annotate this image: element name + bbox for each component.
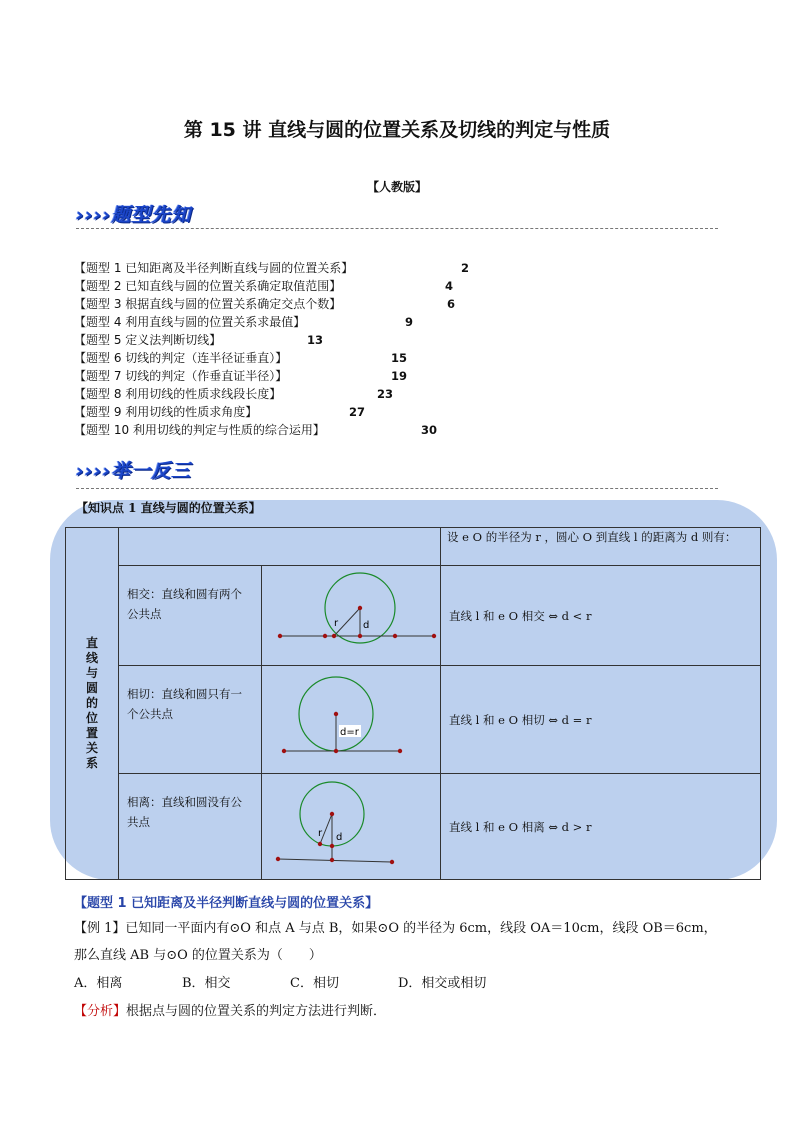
example-text-line1: 【例 1】已知同一平面内有⊙O 和点 A 与点 B，如果⊙O 的半径为 6cm，线段 OA＝10cm，线段 OB＝6cm， [74, 921, 717, 936]
intersect-diagram-cell [262, 566, 441, 666]
tangent-label: d=r [340, 727, 359, 738]
toc-item[interactable]: 【题型 10 利用切线的判定与性质的综合运用】 30 [74, 423, 438, 437]
tangent-diagram-cell [262, 666, 441, 774]
toc-item[interactable]: 【题型 7 切线的判定（作垂直证半径）】 19 [74, 369, 408, 383]
divider [76, 488, 718, 489]
radius-label: r [318, 828, 323, 839]
edition-label: 【人教版】 [366, 180, 427, 194]
choice-d[interactable]: D．相交或相切 [398, 976, 487, 991]
side-label-cell [66, 528, 119, 880]
toc-item[interactable]: 【题型 4 利用直线与圆的位置关系求最值】 9 [74, 315, 414, 329]
choice-c[interactable]: C．相切 [290, 976, 339, 991]
distance-label: d [363, 620, 370, 631]
choice-a[interactable]: A．相离 [74, 976, 123, 991]
toc-item[interactable]: 【题型 6 切线的判定（连半径证垂直）】 15 [74, 351, 408, 365]
divider [76, 228, 718, 229]
intersect-rule: 直线 l 和 e O 相交 ⇔ d < r [441, 566, 761, 666]
analysis [74, 1000, 386, 1019]
section-banner-practice: ››››举一反三 [76, 460, 192, 482]
question-type-heading: 【题型 1 已知距离及半径判断直线与圆的位置关系】 [74, 896, 379, 911]
separate-description: 相离：直线和圆没有公共点 [119, 774, 262, 880]
toc-item[interactable]: 【题型 3 根据直线与圆的位置关系确定交点个数】 6 [74, 297, 456, 311]
choice-b[interactable]: B．相交 [182, 976, 231, 991]
toc-item[interactable]: 【题型 5 定义法判断切线】 13 [74, 333, 324, 347]
page-title: 第 15 讲 直线与圆的位置关系及切线的判定与性质 [183, 119, 611, 141]
header-empty-cell [119, 528, 441, 566]
side-label: 直线与圆的位置关系 [85, 636, 98, 770]
section-banner-overview: ››››题型先知 [76, 204, 192, 226]
analysis-tag: 【分析】 [74, 1004, 127, 1019]
toc-item[interactable]: 【题型 1 已知距离及半径判断直线与圆的位置关系】 2 [74, 261, 470, 275]
tangent-description: 相切：直线和圆只有一个公共点 [119, 666, 262, 774]
header-definition: 设 e O 的半径为 r ，圆心 O 到直线 l 的距离为 d 则有： [441, 528, 761, 566]
example-text-line2: 那么直线 AB 与⊙O 的位置关系为（ ） [74, 948, 322, 963]
distance-label: d [336, 832, 343, 843]
answer-choices [74, 972, 486, 991]
knowledge-point-title: 【知识点 1 直线与圆的位置关系】 [76, 501, 261, 515]
radius-label: r [334, 618, 339, 629]
intersect-description: 相交：直线和圆有两个公共点 [119, 566, 262, 666]
knowledge-table [65, 527, 761, 880]
separate-diagram-cell [262, 774, 441, 880]
table-of-contents [74, 259, 634, 439]
toc-item[interactable]: 【题型 9 利用切线的性质求角度】 27 [74, 405, 366, 419]
analysis-text: 根据点与圆的位置关系的判定方法进行判断． [126, 1004, 387, 1019]
tangent-rule: 直线 l 和 e O 相切 ⇔ d = r [441, 666, 761, 774]
tangent-diagram [262, 666, 441, 770]
toc-item[interactable]: 【题型 8 利用切线的性质求线段长度】 23 [74, 387, 394, 401]
toc-item[interactable]: 【题型 2 已知直线与圆的位置关系确定取值范围】 4 [74, 279, 454, 293]
separate-diagram [262, 774, 441, 876]
intersect-diagram [262, 566, 441, 662]
separate-rule: 直线 l 和 e O 相离 ⇔ d > r [441, 774, 761, 880]
